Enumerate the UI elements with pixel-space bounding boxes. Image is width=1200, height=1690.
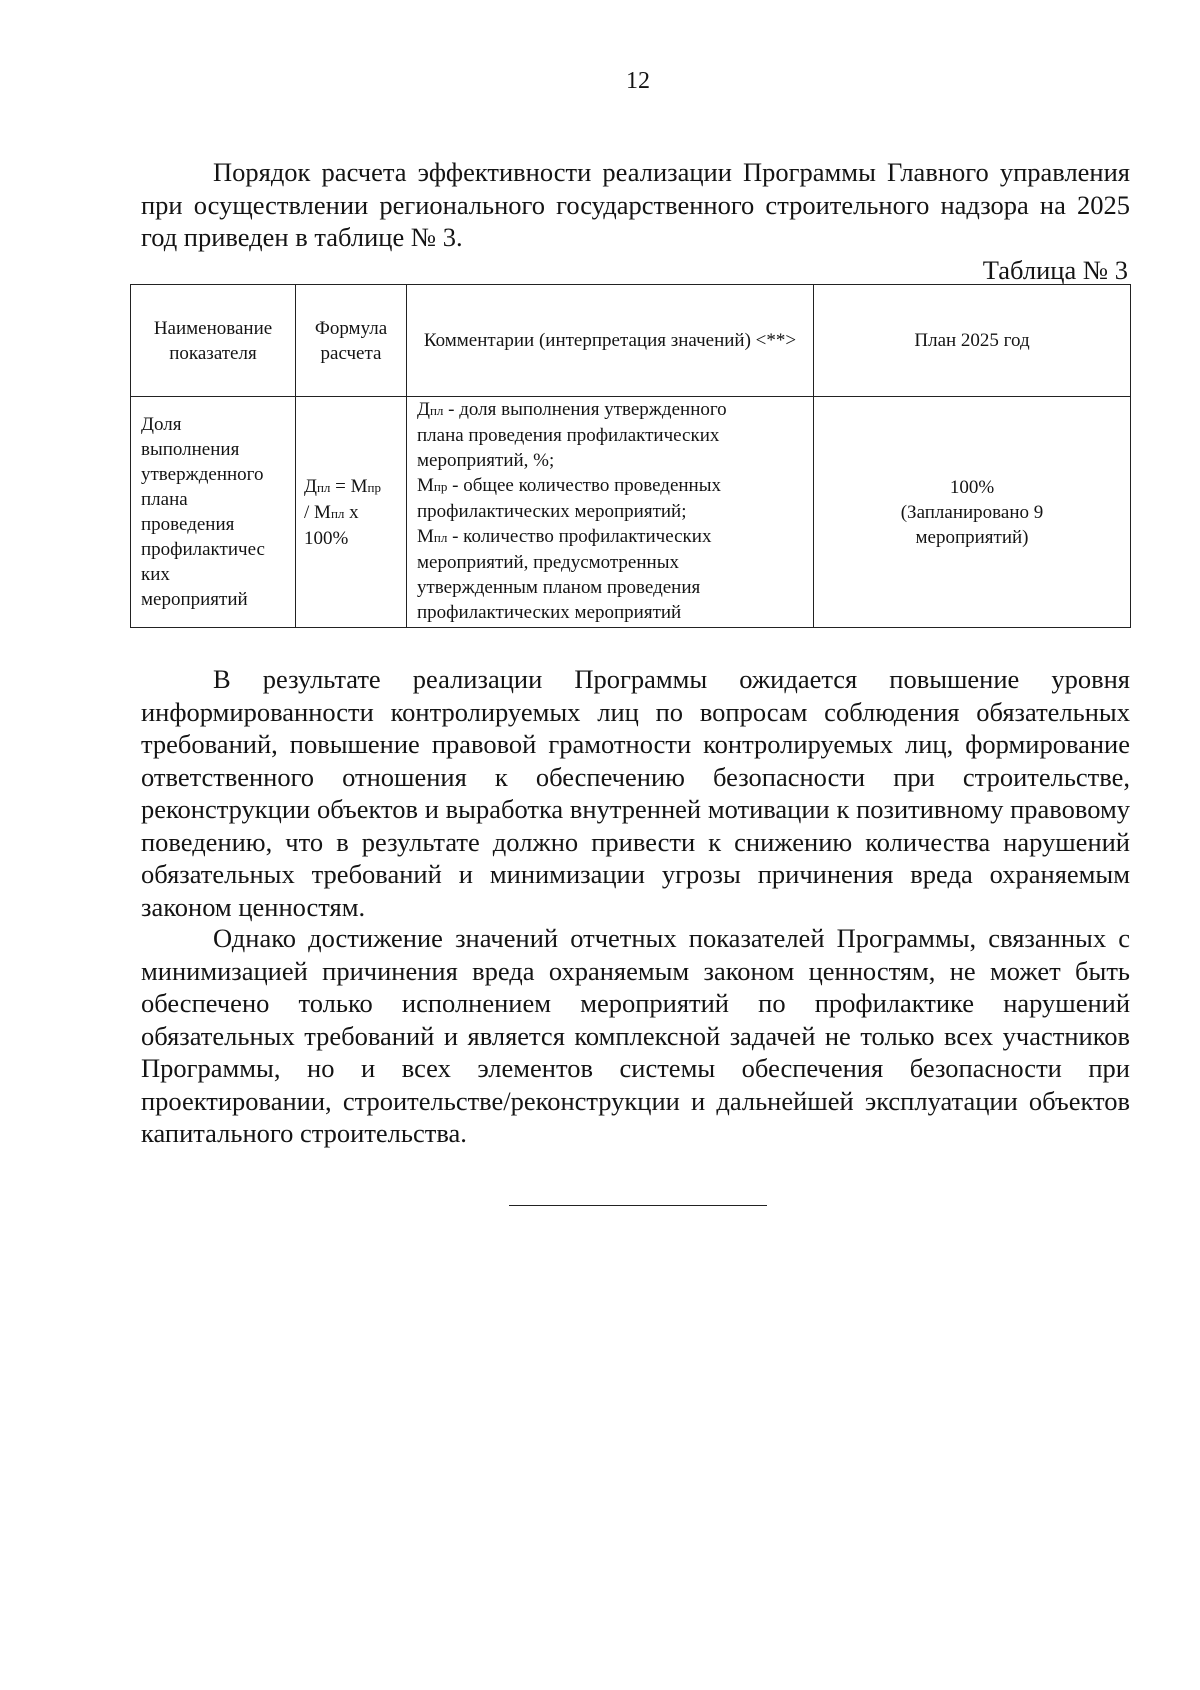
indicator-name-line: проведения [141,514,235,535]
comment-line: утвержденным планом проведения [417,577,701,598]
indicator-name-cell [131,397,296,628]
comment-line [417,473,805,499]
plan-note-line: мероприятий) [915,526,1029,548]
indicator-name-line: ких [141,564,170,585]
comment-text: - общее количество проведенных [447,475,721,496]
header-indicator-name: Наименование показателя [131,285,296,397]
comment-line [417,524,805,550]
comment-subscript: пр [433,479,448,494]
indicator-name-line: плана [141,489,188,510]
formula-line-1 [304,474,398,500]
formula-d-symbol: Д [304,475,317,497]
comment-subscript: пл [429,403,444,418]
comment-subscript: пл [433,530,448,545]
comment-line: профилактических мероприятий; [417,501,687,522]
end-divider [509,1205,767,1206]
indicator-name-line: выполнения [141,439,240,460]
comment-line: плана проведения профилактических [417,425,720,446]
page-number: 12 [626,68,650,94]
table-header-row [131,285,1131,397]
formula-m1-subscript: пр [367,479,381,495]
comment-text: - количество профилактических [447,526,712,547]
plan-value: 100% [949,476,995,498]
formula-m2-subscript: пл [330,505,345,521]
formula-divide: / М [304,501,331,523]
comment-text: - доля выполнения утвержденного [443,399,727,420]
indicator-name-line: утвержденного [141,464,264,485]
comment-line: мероприятий, %; [417,450,555,471]
formula-times: х [344,501,359,523]
header-plan: План 2025 год [814,285,1131,397]
comment-line: мероприятий, предусмотренных [417,552,679,573]
formula-percent: 100% [304,527,349,549]
table-row [131,397,1131,628]
header-comment: Комментарии (интерпретация значений) <**> [407,285,814,397]
comment-cell [407,397,814,628]
table-caption: Таблица № 3 [982,255,1128,285]
header-formula: Формула расчета [296,285,407,397]
plan-note-line: (Запланировано 9 [900,501,1044,523]
indicator-name-line: Доля [141,414,182,435]
indicator-name-line: профилактичес [141,539,265,560]
plan-cell [814,397,1131,628]
comment-symbol: М [417,526,434,547]
formula-d-subscript: пл [316,479,331,495]
formula-equals: = М [330,475,368,497]
comment-symbol: Д [417,399,430,420]
formula-cell [296,397,407,628]
formula-line-2 [304,500,398,526]
result-paragraph: В результате реализации Программы ожидается повышение уровня информированности контролируемых лиц по вопросам соблюдения обязательных требований, повышение правовой грамотности контролируемых лиц, формирование ответственного отношения к обеспечению безопасности при строительстве, реконструкции объектов и выработка внутренней мотивации к позитивному правовому поведению, что в результате должно привести к снижению количества нарушений обязательных требований и минимизации угрозы причинения вреда охраняемым законом ценностям. [141,664,1130,922]
intro-paragraph: Порядок расчета эффективности реализации Программы Главного управления при осуществлении регионального государственного строительного надзора на 2025 год приведен в таблице № 3. [141,157,1130,252]
comment-line [417,397,805,423]
indicator-name-line: мероприятий [141,589,248,610]
however-paragraph: Однако достижение значений отчетных показателей Программы, связанных с минимизацией причинения вреда охраняемым законом ценностям, не может быть обеспечено только исполнением мероприятий по профилактике нарушений обязательных требований и является комплексной задачей не только всех участников Программы, но и всех элементов системы обеспечения безопасности при проектировании, строительстве/реконструкции и дальнейшей эксплуатации объектов капитального строительства. [141,923,1130,1148]
efficiency-table [130,284,1131,628]
comment-symbol: М [417,475,434,496]
comment-line: профилактических мероприятий [417,602,682,623]
